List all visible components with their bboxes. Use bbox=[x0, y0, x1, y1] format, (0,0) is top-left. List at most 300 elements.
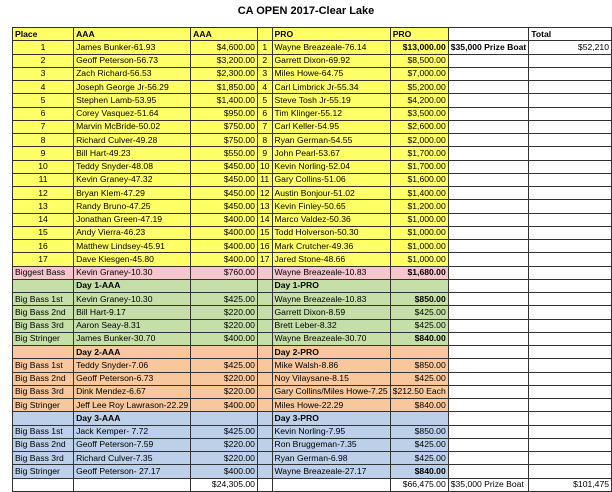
blank-cell[interactable] bbox=[257, 452, 272, 465]
total-cell[interactable] bbox=[529, 319, 612, 332]
extra-cell[interactable] bbox=[448, 253, 528, 266]
aaa-amount-cell[interactable]: $220.00 bbox=[191, 385, 258, 398]
day-aaa-header[interactable]: Day 3-AAA bbox=[74, 412, 191, 425]
day-pro-header[interactable]: Day 1-PRO bbox=[272, 279, 390, 292]
pro-amount-cell[interactable]: $425.00 bbox=[390, 438, 448, 451]
extra-cell[interactable] bbox=[448, 134, 528, 147]
pro-place-cell[interactable]: 13 bbox=[257, 200, 272, 213]
extra-cell[interactable] bbox=[448, 213, 528, 226]
total-cell[interactable] bbox=[529, 187, 612, 200]
pro-name-cell[interactable]: Mike Walsh-8.86 bbox=[272, 359, 390, 372]
total-cell[interactable] bbox=[529, 372, 612, 385]
first-total-cell[interactable]: $52,210 bbox=[529, 41, 612, 54]
total-cell[interactable] bbox=[529, 81, 612, 94]
blank-cell[interactable] bbox=[257, 266, 272, 279]
pro-name-cell[interactable]: Ryan German-54.55 bbox=[272, 134, 390, 147]
extra-cell[interactable] bbox=[448, 306, 528, 319]
table-row bbox=[13, 54, 612, 67]
aaa-name-cell[interactable]: Dave Kiesgen-45.80 bbox=[74, 253, 191, 266]
pro-amount-cell[interactable]: $1,000.00 bbox=[390, 240, 448, 253]
pro-name-cell[interactable]: Garrett Dixon-69.92 bbox=[272, 54, 390, 67]
extra-cell[interactable] bbox=[448, 107, 528, 120]
total-cell[interactable] bbox=[529, 160, 612, 173]
pro-name-cell[interactable]: Austin Bonjour-51.02 bbox=[272, 187, 390, 200]
pro-amount-cell[interactable]: $1,700.00 bbox=[390, 147, 448, 160]
aaa-name-cell[interactable]: Geoff Peterson-7.59 bbox=[74, 438, 191, 451]
pro-place-cell[interactable]: 6 bbox=[257, 107, 272, 120]
aaa-amount-cell[interactable]: $2,300.00 bbox=[191, 67, 258, 80]
aaa-amount-cell[interactable]: $750.00 bbox=[191, 120, 258, 133]
row-label-cell[interactable]: Big Stringer bbox=[13, 399, 74, 412]
pro-place-cell[interactable]: 14 bbox=[257, 213, 272, 226]
aaa-name-cell[interactable]: Zach Richard-56.53 bbox=[74, 67, 191, 80]
extra-cell[interactable] bbox=[448, 438, 528, 451]
extra-cell[interactable] bbox=[448, 120, 528, 133]
aaa-amount-cell[interactable]: $400.00 bbox=[191, 465, 258, 478]
aaa-total-cell[interactable]: $24,305.00 bbox=[191, 478, 258, 491]
aaa-name-cell[interactable]: Jeff Lee Roy Lawrason-22.29 bbox=[74, 399, 191, 412]
pro-name-cell[interactable]: Wayne Breazeale-76.14 bbox=[272, 41, 390, 54]
pro-amount-cell[interactable]: $4,200.00 bbox=[390, 94, 448, 107]
blank-cell[interactable] bbox=[257, 425, 272, 438]
pro-amount-cell[interactable]: $212.50 Each bbox=[390, 385, 448, 398]
aaa-name-cell[interactable]: Geoff Peterson- 27.17 bbox=[74, 465, 191, 478]
pro-amount-cell[interactable]: $850.00 bbox=[390, 425, 448, 438]
pro-place-cell[interactable]: 7 bbox=[257, 120, 272, 133]
row-label-cell[interactable]: Big Stringer bbox=[13, 332, 74, 345]
total-cell[interactable] bbox=[529, 359, 612, 372]
aaa-amount-cell[interactable]: $450.00 bbox=[191, 173, 258, 186]
place-cell[interactable]: 9 bbox=[13, 147, 74, 160]
pro-place-cell[interactable]: 16 bbox=[257, 240, 272, 253]
extra-cell[interactable] bbox=[448, 372, 528, 385]
aaa-name-cell[interactable]: Aaron Seay-8.31 bbox=[74, 319, 191, 332]
pro-name-cell[interactable]: Carl Limbrick Jr-55.34 bbox=[272, 81, 390, 94]
place-cell[interactable]: 13 bbox=[13, 200, 74, 213]
place-cell[interactable]: 3 bbox=[13, 67, 74, 80]
aaa-name-cell[interactable]: Richard Culver-49.28 bbox=[74, 134, 191, 147]
extra-cell[interactable] bbox=[448, 81, 528, 94]
row-label-cell[interactable]: Big Bass 1st bbox=[13, 293, 74, 306]
blank-cell[interactable] bbox=[191, 346, 258, 359]
place-cell[interactable]: 6 bbox=[13, 107, 74, 120]
pro-name-cell[interactable]: Miles Howe-64.75 bbox=[272, 67, 390, 80]
blank-cell[interactable] bbox=[257, 359, 272, 372]
extra-cell[interactable] bbox=[448, 293, 528, 306]
table-row bbox=[13, 134, 612, 147]
pro-place-cell[interactable]: 15 bbox=[257, 226, 272, 239]
extra-cell[interactable] bbox=[448, 187, 528, 200]
table-row bbox=[13, 67, 612, 80]
aaa-name-cell[interactable]: Stephen Lamb-53.95 bbox=[74, 94, 191, 107]
aaa-name-cell[interactable]: Geoff Peterson-6.73 bbox=[74, 372, 191, 385]
place-cell[interactable]: 12 bbox=[13, 187, 74, 200]
extra-cell[interactable] bbox=[448, 94, 528, 107]
aaa-amount-cell[interactable]: $1,850.00 bbox=[191, 81, 258, 94]
pro-amount-cell[interactable]: $850.00 bbox=[390, 359, 448, 372]
extra-cell[interactable] bbox=[448, 359, 528, 372]
blank-cell[interactable] bbox=[257, 319, 272, 332]
pro-place-cell[interactable]: 17 bbox=[257, 253, 272, 266]
total-cell[interactable] bbox=[529, 346, 612, 359]
row-label-cell[interactable]: Big Stringer bbox=[13, 465, 74, 478]
pro-amount-cell[interactable]: $5,200.00 bbox=[390, 81, 448, 94]
extra-cell[interactable] bbox=[448, 226, 528, 239]
blank-cell[interactable] bbox=[191, 412, 258, 425]
pro-amount-cell[interactable]: $425.00 bbox=[390, 372, 448, 385]
aaa-name-cell[interactable]: Corey Vasquez-51.64 bbox=[74, 107, 191, 120]
extra-cell[interactable] bbox=[448, 399, 528, 412]
header-extra[interactable] bbox=[448, 28, 528, 41]
total-cell[interactable] bbox=[529, 54, 612, 67]
aaa-name-cell[interactable]: Kevin Graney-10.30 bbox=[74, 266, 191, 279]
total-cell[interactable] bbox=[529, 226, 612, 239]
extra-cell[interactable] bbox=[448, 147, 528, 160]
row-label-cell[interactable]: Big Bass 3rd bbox=[13, 319, 74, 332]
place-cell[interactable]: 10 bbox=[13, 160, 74, 173]
aaa-amount-cell[interactable]: $400.00 bbox=[191, 226, 258, 239]
total-cell[interactable] bbox=[529, 147, 612, 160]
pro-place-cell[interactable]: 10 bbox=[257, 160, 272, 173]
pro-name-cell[interactable]: Carl Keller-54.95 bbox=[272, 120, 390, 133]
pro-name-cell[interactable]: Wayne Breazeale-30.70 bbox=[272, 332, 390, 345]
biggest-bass-row bbox=[13, 266, 612, 279]
place-cell[interactable]: 14 bbox=[13, 213, 74, 226]
aaa-name-cell[interactable]: Bill Hart-49.23 bbox=[74, 147, 191, 160]
total-cell[interactable] bbox=[529, 306, 612, 319]
place-cell[interactable]: 16 bbox=[13, 240, 74, 253]
blank-cell[interactable] bbox=[191, 279, 258, 292]
pro-name-cell[interactable]: Wayne Breazeale-27.17 bbox=[272, 465, 390, 478]
total-cell[interactable] bbox=[529, 279, 612, 292]
blank-cell[interactable] bbox=[390, 279, 448, 292]
aaa-amount-cell[interactable]: $400.00 bbox=[191, 399, 258, 412]
total-cell[interactable] bbox=[529, 240, 612, 253]
aaa-name-cell[interactable]: Marvin McBride-50.02 bbox=[74, 120, 191, 133]
pro-amount-cell[interactable]: $3,500.00 bbox=[390, 107, 448, 120]
extra-cell[interactable] bbox=[448, 173, 528, 186]
row-label-cell[interactable]: Big Bass 2nd bbox=[13, 438, 74, 451]
blank-cell[interactable] bbox=[74, 478, 191, 491]
extra-cell[interactable] bbox=[448, 266, 528, 279]
day-pro-header[interactable]: Day 3-PRO bbox=[272, 412, 390, 425]
aaa-name-cell[interactable]: James Bunker-61.93 bbox=[74, 41, 191, 54]
aaa-name-cell[interactable]: James Bunker-30.70 bbox=[74, 332, 191, 345]
blank-cell[interactable] bbox=[13, 346, 74, 359]
aaa-amount-cell[interactable]: $950.00 bbox=[191, 107, 258, 120]
table-row bbox=[13, 187, 612, 200]
blank-cell[interactable] bbox=[257, 332, 272, 345]
pro-place-cell[interactable]: 4 bbox=[257, 81, 272, 94]
day-header-row bbox=[13, 346, 612, 359]
place-cell[interactable]: 8 bbox=[13, 134, 74, 147]
header-pro-name[interactable]: PRO bbox=[272, 28, 390, 41]
aaa-amount-cell[interactable]: $400.00 bbox=[191, 213, 258, 226]
aaa-name-cell[interactable]: Teddy Snyder-7.06 bbox=[74, 359, 191, 372]
header-blank[interactable] bbox=[257, 28, 272, 41]
row-label-cell[interactable]: Big Bass 2nd bbox=[13, 372, 74, 385]
pro-amount-cell[interactable]: $13,000.00 bbox=[390, 41, 448, 54]
extra-cell[interactable] bbox=[448, 452, 528, 465]
total-cell[interactable] bbox=[529, 253, 612, 266]
table-row bbox=[13, 120, 612, 133]
pro-amount-cell[interactable]: $1,680.00 bbox=[390, 266, 448, 279]
blank-cell[interactable] bbox=[257, 385, 272, 398]
aaa-amount-cell[interactable]: $220.00 bbox=[191, 452, 258, 465]
extra-cell[interactable] bbox=[448, 319, 528, 332]
pro-amount-cell[interactable]: $1,600.00 bbox=[390, 173, 448, 186]
aaa-name-cell[interactable]: Jonathan Green-47.19 bbox=[74, 213, 191, 226]
aaa-amount-cell[interactable]: $425.00 bbox=[191, 359, 258, 372]
place-cell[interactable]: 7 bbox=[13, 120, 74, 133]
header-total[interactable]: Total bbox=[529, 28, 612, 41]
total-cell[interactable] bbox=[529, 173, 612, 186]
pro-place-cell[interactable]: 5 bbox=[257, 94, 272, 107]
header-aaa-name[interactable]: AAA bbox=[74, 28, 191, 41]
header-place[interactable]: Place bbox=[13, 28, 74, 41]
pro-name-cell[interactable]: Gary Collins-51.06 bbox=[272, 173, 390, 186]
blank-cell[interactable] bbox=[257, 279, 272, 292]
total-cell[interactable] bbox=[529, 465, 612, 478]
pro-name-cell[interactable]: Noy Vilaysane-8.15 bbox=[272, 372, 390, 385]
pro-place-cell[interactable]: 9 bbox=[257, 147, 272, 160]
aaa-name-cell[interactable]: Joseph George Jr-56.29 bbox=[74, 81, 191, 94]
row-label-cell[interactable]: Big Bass 1st bbox=[13, 425, 74, 438]
prize-boat-total-cell[interactable]: $35,000 Prize Boat bbox=[448, 478, 528, 491]
aaa-amount-cell[interactable]: $450.00 bbox=[191, 187, 258, 200]
row-label-cell[interactable]: Big Bass 3rd bbox=[13, 385, 74, 398]
aaa-amount-cell[interactable]: $400.00 bbox=[191, 240, 258, 253]
row-label-cell[interactable]: Big Bass 1st bbox=[13, 359, 74, 372]
aaa-name-cell[interactable]: Bill Hart-9.17 bbox=[74, 306, 191, 319]
total-cell[interactable] bbox=[529, 332, 612, 345]
header-row bbox=[13, 28, 612, 41]
blank-cell[interactable] bbox=[257, 438, 272, 451]
pro-name-cell[interactable]: Miles Howe-22.29 bbox=[272, 399, 390, 412]
aaa-amount-cell[interactable]: $425.00 bbox=[191, 293, 258, 306]
pro-amount-cell[interactable]: $1,000.00 bbox=[390, 253, 448, 266]
table-row bbox=[13, 359, 612, 372]
pro-name-cell[interactable]: Wayne Breazeale-10.83 bbox=[272, 266, 390, 279]
place-cell[interactable]: 4 bbox=[13, 81, 74, 94]
pro-amount-cell[interactable]: $425.00 bbox=[390, 319, 448, 332]
aaa-name-cell[interactable]: Bryan Klem-47.29 bbox=[74, 187, 191, 200]
extra-cell[interactable] bbox=[448, 279, 528, 292]
table-row bbox=[13, 147, 612, 160]
day-pro-header[interactable]: Day 2-PRO bbox=[272, 346, 390, 359]
extra-cell[interactable] bbox=[448, 240, 528, 253]
day-aaa-header[interactable]: Day 2-AAA bbox=[74, 346, 191, 359]
blank-cell[interactable] bbox=[257, 478, 272, 491]
extra-cell[interactable] bbox=[448, 385, 528, 398]
pro-amount-cell[interactable]: $850.00 bbox=[390, 293, 448, 306]
extra-cell[interactable] bbox=[448, 425, 528, 438]
table-row bbox=[13, 372, 612, 385]
total-cell[interactable] bbox=[529, 425, 612, 438]
pro-name-cell[interactable]: Steve Tosh Jr-55.19 bbox=[272, 94, 390, 107]
aaa-amount-cell[interactable]: $220.00 bbox=[191, 438, 258, 451]
blank-cell[interactable] bbox=[13, 412, 74, 425]
aaa-amount-cell[interactable]: $400.00 bbox=[191, 332, 258, 345]
blank-cell[interactable] bbox=[257, 412, 272, 425]
total-cell[interactable] bbox=[529, 452, 612, 465]
aaa-amount-cell[interactable]: $425.00 bbox=[191, 425, 258, 438]
pro-place-cell[interactable]: 3 bbox=[257, 67, 272, 80]
blank-cell[interactable] bbox=[390, 412, 448, 425]
pro-name-cell[interactable]: Ryan German-6.98 bbox=[272, 452, 390, 465]
place-cell[interactable]: 15 bbox=[13, 226, 74, 239]
pro-place-cell[interactable]: 12 bbox=[257, 187, 272, 200]
place-cell[interactable]: 11 bbox=[13, 173, 74, 186]
blank-cell[interactable] bbox=[390, 346, 448, 359]
table-row bbox=[13, 306, 612, 319]
pro-amount-cell[interactable]: $1,700.00 bbox=[390, 160, 448, 173]
total-cell[interactable] bbox=[529, 120, 612, 133]
blank-cell[interactable] bbox=[257, 306, 272, 319]
day-aaa-header[interactable]: Day 1-AAA bbox=[74, 279, 191, 292]
total-cell[interactable] bbox=[529, 94, 612, 107]
pro-name-cell[interactable]: Wayne Breazeale-10.83 bbox=[272, 293, 390, 306]
total-cell[interactable] bbox=[529, 213, 612, 226]
pro-name-cell[interactable]: Marco Valdez-50.36 bbox=[272, 213, 390, 226]
place-cell[interactable]: 1 bbox=[13, 41, 74, 54]
aaa-amount-cell[interactable]: $760.00 bbox=[191, 266, 258, 279]
total-cell[interactable] bbox=[529, 200, 612, 213]
total-cell[interactable] bbox=[529, 412, 612, 425]
total-cell[interactable] bbox=[529, 438, 612, 451]
place-cell[interactable]: 17 bbox=[13, 253, 74, 266]
pro-name-cell[interactable]: Tim Klinger-55.12 bbox=[272, 107, 390, 120]
pro-place-cell[interactable]: 1 bbox=[257, 41, 272, 54]
blank-cell[interactable] bbox=[272, 478, 390, 491]
pro-amount-cell[interactable]: $1,200.00 bbox=[390, 200, 448, 213]
aaa-amount-cell[interactable]: $550.00 bbox=[191, 147, 258, 160]
pro-amount-cell[interactable]: $7,000.00 bbox=[390, 67, 448, 80]
extra-cell[interactable] bbox=[448, 412, 528, 425]
pro-amount-cell[interactable]: $840.00 bbox=[390, 399, 448, 412]
pro-name-cell[interactable]: Jared Stone-48.66 bbox=[272, 253, 390, 266]
total-cell[interactable] bbox=[529, 67, 612, 80]
place-cell[interactable]: 2 bbox=[13, 54, 74, 67]
payout-table bbox=[12, 27, 612, 492]
row-label-cell[interactable]: Big Bass 3rd bbox=[13, 452, 74, 465]
pro-name-cell[interactable]: John Pearl-53.67 bbox=[272, 147, 390, 160]
aaa-amount-cell[interactable]: $400.00 bbox=[191, 253, 258, 266]
pro-amount-cell[interactable]: $840.00 bbox=[390, 332, 448, 345]
pro-amount-cell[interactable]: $425.00 bbox=[390, 452, 448, 465]
table-row bbox=[13, 385, 612, 398]
total-cell[interactable] bbox=[529, 107, 612, 120]
pro-amount-cell[interactable]: $1,000.00 bbox=[390, 213, 448, 226]
aaa-amount-cell[interactable]: $4,600.00 bbox=[191, 41, 258, 54]
pro-place-cell[interactable]: 8 bbox=[257, 134, 272, 147]
header-aaa-amount[interactable]: AAA bbox=[191, 28, 258, 41]
pro-name-cell[interactable]: Todd Holverson-50.30 bbox=[272, 226, 390, 239]
blank-cell[interactable] bbox=[13, 478, 74, 491]
total-cell[interactable] bbox=[529, 385, 612, 398]
blank-cell[interactable] bbox=[257, 293, 272, 306]
extra-cell[interactable] bbox=[448, 200, 528, 213]
aaa-name-cell[interactable]: Randy Bruno-47.25 bbox=[74, 200, 191, 213]
aaa-amount-cell[interactable]: $3,200.00 bbox=[191, 54, 258, 67]
aaa-name-cell[interactable]: Geoff Peterson-56.73 bbox=[74, 54, 191, 67]
total-cell[interactable] bbox=[529, 134, 612, 147]
aaa-amount-cell[interactable]: $450.00 bbox=[191, 160, 258, 173]
aaa-amount-cell[interactable]: $220.00 bbox=[191, 306, 258, 319]
pro-amount-cell[interactable]: $2,600.00 bbox=[390, 120, 448, 133]
blank-cell[interactable] bbox=[257, 465, 272, 478]
aaa-name-cell[interactable]: Richard Culver-7.35 bbox=[74, 452, 191, 465]
aaa-amount-cell[interactable]: $750.00 bbox=[191, 134, 258, 147]
pro-amount-cell[interactable]: $2,000.00 bbox=[390, 134, 448, 147]
extra-cell[interactable] bbox=[448, 160, 528, 173]
blank-cell[interactable] bbox=[257, 372, 272, 385]
aaa-name-cell[interactable]: Matthew Lindsey-45.91 bbox=[74, 240, 191, 253]
table-row bbox=[13, 319, 612, 332]
header-pro-amount[interactable]: PRO bbox=[390, 28, 448, 41]
biggest-bass-label[interactable]: Biggest Bass bbox=[13, 266, 74, 279]
aaa-name-cell[interactable]: Jack Kemper- 7.72 bbox=[74, 425, 191, 438]
pro-amount-cell[interactable]: $425.00 bbox=[390, 306, 448, 319]
place-cell[interactable]: 5 bbox=[13, 94, 74, 107]
blank-cell[interactable] bbox=[257, 346, 272, 359]
pro-place-cell[interactable]: 11 bbox=[257, 173, 272, 186]
aaa-name-cell[interactable]: Kevin Graney-10.30 bbox=[74, 293, 191, 306]
extra-cell[interactable] bbox=[448, 346, 528, 359]
table-row bbox=[13, 200, 612, 213]
extra-cell[interactable] bbox=[448, 332, 528, 345]
pro-name-cell[interactable]: Kevin Finley-50.65 bbox=[272, 200, 390, 213]
aaa-name-cell[interactable]: Kevin Graney-47.32 bbox=[74, 173, 191, 186]
aaa-amount-cell[interactable]: $220.00 bbox=[191, 319, 258, 332]
table-body bbox=[13, 28, 612, 492]
pro-name-cell[interactable]: Kevin Norling-52.04 bbox=[272, 160, 390, 173]
aaa-amount-cell[interactable]: $220.00 bbox=[191, 372, 258, 385]
pro-amount-cell[interactable]: $840.00 bbox=[390, 465, 448, 478]
aaa-name-cell[interactable]: Andy Vierra-46.23 bbox=[74, 226, 191, 239]
aaa-name-cell[interactable]: Dink Mendez-6.67 bbox=[74, 385, 191, 398]
pro-name-cell[interactable]: Brett Leber-8.32 bbox=[272, 319, 390, 332]
total-cell[interactable] bbox=[529, 266, 612, 279]
pro-amount-cell[interactable]: $1,400.00 bbox=[390, 187, 448, 200]
pro-amount-cell[interactable]: $8,500.00 bbox=[390, 54, 448, 67]
aaa-name-cell[interactable]: Teddy Snyder-48.08 bbox=[74, 160, 191, 173]
pro-place-cell[interactable]: 2 bbox=[257, 54, 272, 67]
total-cell[interactable] bbox=[529, 399, 612, 412]
table-row bbox=[13, 399, 612, 412]
pro-name-cell[interactable]: Ron Bruggeman-7.35 bbox=[272, 438, 390, 451]
total-cell[interactable] bbox=[529, 293, 612, 306]
aaa-amount-cell[interactable]: $1,400.00 bbox=[191, 94, 258, 107]
extra-cell[interactable] bbox=[448, 54, 528, 67]
aaa-amount-cell[interactable]: $450.00 bbox=[191, 200, 258, 213]
pro-name-cell[interactable]: Kevin Norling-7.95 bbox=[272, 425, 390, 438]
blank-cell[interactable] bbox=[257, 399, 272, 412]
blank-cell[interactable] bbox=[13, 279, 74, 292]
pro-name-cell[interactable]: Mark Crutcher-49.36 bbox=[272, 240, 390, 253]
extra-cell[interactable] bbox=[448, 465, 528, 478]
table-row bbox=[13, 94, 612, 107]
pro-amount-cell[interactable]: $1,000.00 bbox=[390, 226, 448, 239]
extra-cell[interactable] bbox=[448, 67, 528, 80]
pro-total-cell[interactable]: $66,475.00 bbox=[390, 478, 448, 491]
pro-name-cell[interactable]: Garrett Dixon-8.59 bbox=[272, 306, 390, 319]
pro-name-cell[interactable]: Gary Collins/Miles Howe-7.25 bbox=[272, 385, 390, 398]
prize-boat-cell[interactable]: $35,000 Prize Boat bbox=[448, 41, 528, 54]
grand-total-cell[interactable]: $101,475 bbox=[529, 478, 612, 491]
table-row bbox=[13, 107, 612, 120]
row-label-cell[interactable]: Big Bass 2nd bbox=[13, 306, 74, 319]
